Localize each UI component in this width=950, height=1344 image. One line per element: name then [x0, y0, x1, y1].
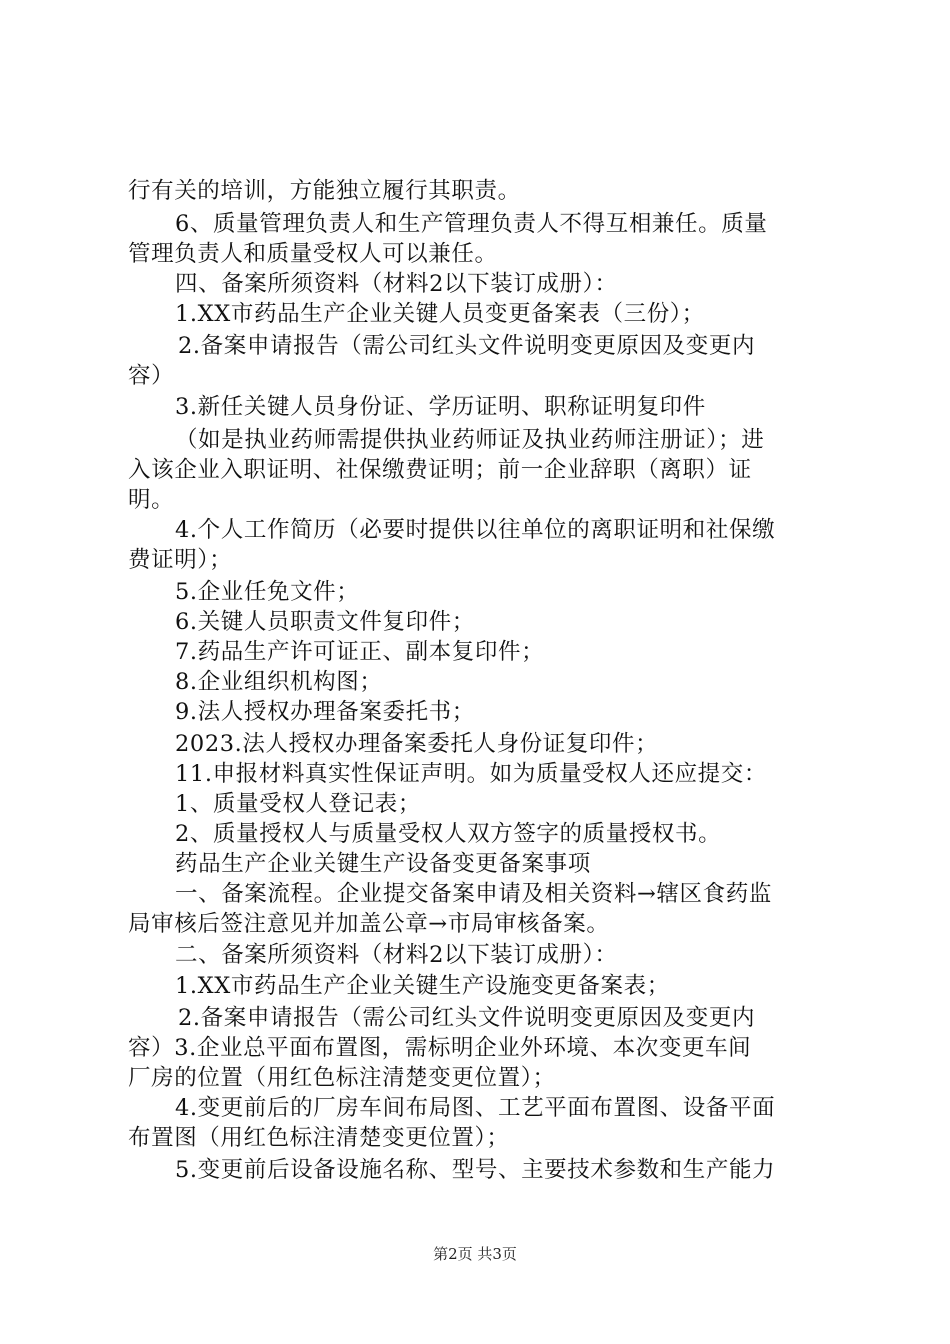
- text-line: 11.申报材料真实性保证声明。如为质量受权人还应提交：: [175, 761, 767, 787]
- text-line: 7.药品生产许可证正、副本复印件；: [175, 639, 545, 665]
- text-line: 4.个人工作简历（必要时提供以往单位的离职证明和社保缴: [175, 517, 776, 543]
- text-line: 明。: [128, 487, 175, 513]
- text-line: 9.法人授权办理备案委托书；: [175, 699, 475, 725]
- section-heading: 四、备案所须资料（材料2以下装订成册）：: [175, 271, 618, 297]
- text-line: （如是执业药师需提供执业药师证及执业药师注册证）；进: [175, 427, 765, 453]
- text-line: 一、备案流程。企业提交备案申请及相关资料→辖区食药监: [175, 881, 772, 907]
- text-line: 5.变更前后设备设施名称、型号、主要技术参数和生产能力: [175, 1157, 776, 1183]
- text-line: 8.企业组织机构图；: [175, 669, 383, 695]
- text-line: 容）: [128, 363, 175, 389]
- text-line: 2.备案申请报告（需公司红头文件说明变更原因及变更内: [178, 1005, 756, 1031]
- text-line: 1.XX市药品生产企业关键生产设施变更备案表；: [175, 973, 670, 999]
- text-line: 2.备案申请报告（需公司红头文件说明变更原因及变更内: [178, 333, 756, 359]
- text-line: 厂房的位置（用红色标注清楚变更位置）；: [128, 1065, 556, 1091]
- text-line: 3.新任关键人员身份证、学历证明、职称证明复印件: [175, 394, 706, 420]
- text-line: 6.关键人员职责文件复印件；: [175, 609, 475, 635]
- text-line: 入该企业入职证明、社保缴费证明；前一企业辞职（离职）证: [128, 457, 752, 483]
- text-line: 2023.法人授权办理备案委托人身份证复印件；: [175, 731, 659, 757]
- text-line: 管理负责人和质量受权人可以兼任。: [128, 241, 498, 267]
- text-line: 1.XX市药品生产企业关键人员变更备案表（三份）；: [175, 301, 705, 327]
- text-line: 行有关的培训，方能独立履行其职责。: [128, 178, 521, 204]
- text-line: 1、质量受权人登记表；: [175, 791, 421, 817]
- page-footer: 第2页 共3页: [433, 1245, 517, 1263]
- text-line: 5.企业任免文件；: [175, 579, 360, 605]
- text-line: 容）3.企业总平面布置图，需标明企业外环境、本次变更车间: [128, 1035, 752, 1061]
- section-heading: 二、备案所须资料（材料2以下装订成册）：: [175, 942, 618, 968]
- text-line: 4.变更前后的厂房车间布局图、工艺平面布置图、设备平面: [175, 1095, 776, 1121]
- section-title: 药品生产企业关键生产设备变更备案事项: [175, 851, 591, 877]
- text-line: 布置图（用红色标注清楚变更位置）；: [128, 1125, 510, 1151]
- text-line: 局审核后签注意见并加盖公章→市局审核备案。: [128, 911, 610, 937]
- text-line: 2、质量授权人与质量受权人双方签字的质量授权书。: [175, 821, 722, 847]
- text-line: 费证明）；: [128, 547, 233, 573]
- text-line: 6、质量管理负责人和生产管理负责人不得互相兼任。质量: [175, 211, 768, 237]
